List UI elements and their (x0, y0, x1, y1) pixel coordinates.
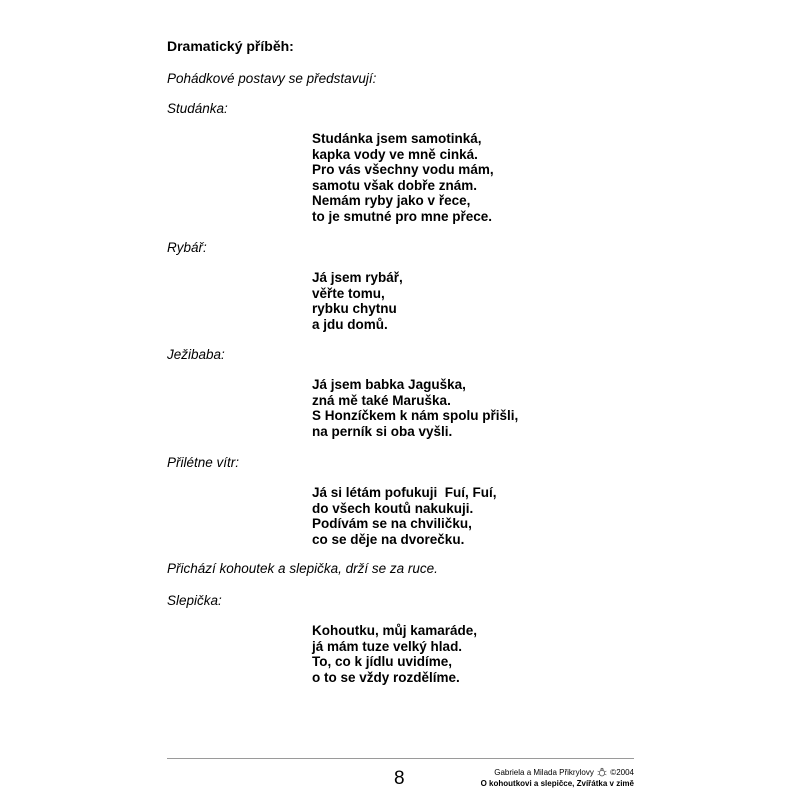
speaker-label: Přilétne vítr: (167, 455, 240, 470)
verse-line: já mám tuze velký hlad. (312, 638, 463, 654)
verse-line: kapka vody ve mně cinká. (312, 146, 478, 162)
speaker-label: Ježibaba: (167, 347, 225, 362)
verse-line: Kohoutku, můj kamaráde, (312, 623, 478, 638)
verse-block (312, 131, 494, 225)
verse-block (312, 377, 518, 439)
verse-line: a jdu domů. (312, 316, 388, 332)
verse-line: Studánka jsem samotinká, (312, 131, 482, 146)
footer-authors: Gabriela a Milada Přikrylovy (494, 768, 594, 777)
speaker-label: Slepička: (167, 593, 222, 608)
verse-line: věřte tomu, (312, 285, 385, 301)
verse-line: Podívám se na chviličku, (312, 516, 472, 532)
verse-line: Já jsem babka Jaguška, (312, 377, 466, 392)
verse-line: Pro vás všechny vodu mám, (312, 162, 494, 178)
verse-line: Já si létám pofukuji Fuí, Fuí, (312, 485, 497, 500)
verse-line: na perník si oba vyšli. (312, 423, 453, 439)
intro-line: Pohádkové postavy se představují: (167, 71, 377, 86)
speaker-label: Rybář: (167, 240, 207, 255)
verse-line: co se děje na dvorečku. (312, 531, 465, 547)
speaker-label: Studánka: (167, 101, 228, 116)
verse-line: S Honzíčkem k nám spolu přišli, (312, 408, 519, 424)
bug-icon (597, 767, 607, 777)
page-title: Dramatický příběh: (167, 38, 294, 54)
verse-line: to je smutné pro mne přece. (312, 208, 493, 224)
page-number: 8 (394, 768, 405, 789)
verse-line: samotu však dobře znám. (312, 177, 478, 193)
footer-divider (167, 758, 634, 759)
footer-book-title: O kohoutkovi a slepičce, Zvířátka v zimě (480, 779, 634, 788)
verse-block (312, 623, 477, 685)
verse-line: o to se vždy rozdělíme. (312, 669, 460, 685)
verse-line: zná mě také Maruška. (312, 392, 451, 408)
verse-block (312, 270, 403, 332)
footer-copyright: ©2004 (610, 768, 634, 777)
verse-line: Já jsem rybář, (312, 270, 403, 285)
verse-line: do všech koutů nakukuji. (312, 500, 474, 516)
speaker-label: Přichází kohoutek a slepička, drží se za ruce. (167, 561, 438, 576)
verse-line: Nemám ryby jako v řece, (312, 193, 471, 209)
verse-line: To, co k jídlu uvidíme, (312, 654, 453, 670)
verse-block (312, 485, 497, 547)
footer-credits (481, 767, 634, 789)
verse-line: rybku chytnu (312, 301, 397, 317)
